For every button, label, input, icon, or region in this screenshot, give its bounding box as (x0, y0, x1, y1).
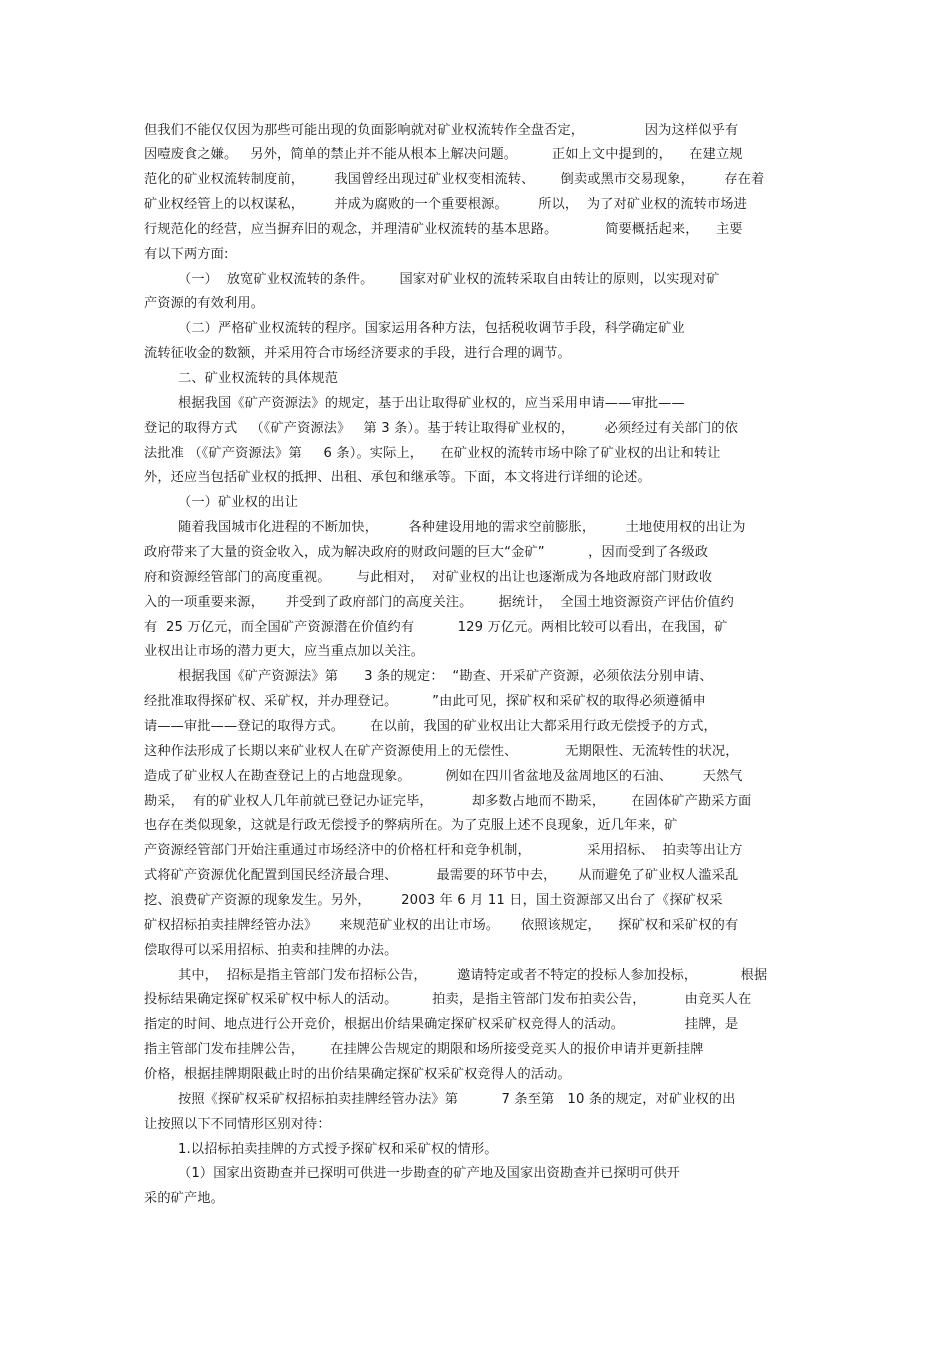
text-line: 有以下两方面: (144, 247, 229, 262)
text-line: 按照《探矿权采矿权招标拍卖挂牌经管办法》第 7 条至第 10 条的规定，对矿业权的出 (178, 1092, 736, 1107)
text-line: 请——审批——登记的取得方式。 在以前，我国的矿业权出让大都采用行政无偿授予的方式， (144, 719, 717, 734)
text-line: 根据我国《矿产资源法》的规定，基于出让取得矿业权的，应当采用申请——审批—— (178, 396, 685, 411)
text-line: 也存在类似现象，这就是行政无偿授予的弊病所在。为了克服上述不良现象，近几年来，矿 (144, 818, 678, 833)
text-line: 式将矿产资源优化配置到国民经济最合理、 最需要的环节中去， 从而避免了矿业权人滥采乱 (144, 868, 739, 883)
text-line: 投标结果确定探矿权采矿权中标人的活动。 拍卖，是指主管部门发布拍卖公告， 由竞买人在 (144, 992, 752, 1007)
text-line: 政府带来了大量的资金收入，成为解决政府的财政问题的巨大“金矿” ，因而受到了各级政 (144, 545, 709, 560)
text-line: 矿权招标拍卖挂牌经管办法》 来规范矿业权的出让市场。 依照该规定， 探矿权和采矿权的有 (144, 918, 739, 933)
text-line: 勘采， 有的矿业权人几年前就已登记办证完毕， 却多数占地而不勘采， 在固体矿产勘采方面 (144, 794, 752, 809)
text-line: 因噎废食之嫌。 另外，简单的禁止并不能从根本上解决问题。 正如上文中提到的， 在建立规 (144, 147, 743, 162)
text-line: 矿业权经管上的以权谋私， 并成为腐败的一个重要根源。 所以， 为了对矿业权的流转市场进 (144, 197, 747, 212)
text-line: 入的一项重要来源， 并受到了政府部门的高度关注。 据统计， 全国土地资源资产评估价值约 (144, 595, 734, 610)
text-line: 范化的矿业权流转制度前， 我国曾经出现过矿业权变相流转、 倒卖或黑市交易现象， 存在着 (144, 172, 765, 187)
text-line: （一） 放宽矿业权流转的条件。 国家对矿业权的流转采取自由转让的原则，以实现对矿 (178, 272, 720, 287)
text-line: 产资源的有效利用。 (144, 296, 265, 311)
text-line: 流转征收金的数额，并采用符合市场经济要求的手段，进行合理的调节。 (144, 346, 571, 361)
text-line: 经批准取得探矿权、采矿权，并办理登记。 ”由此可见，探矿权和采矿权的取得必须遵循申 (144, 694, 706, 709)
text-line: 业权出让市场的潜力更大，应当重点加以关注。 (144, 644, 425, 659)
text-line: 产资源经管部门开始注重通过市场经济中的价格杠杆和竞争机制， 采用招标、 拍卖等出让方 (144, 843, 743, 858)
text-line: 采的矿产地。 (144, 1191, 225, 1206)
text-line: 登记的取得方式 （《矿产资源法》 第 3 条）。基于转让取得矿业权的， 必须经过有关部门的依 (144, 421, 738, 436)
text-line: 价格，根据挂牌期限截止时的出价结果确定探矿权采矿权竞得人的活动。 (144, 1067, 571, 1082)
text-line: 让按照以下不同情形区别对待： (144, 1117, 331, 1132)
text-line: 指定的时间、地点进行公开竞价，根据出价结果确定探矿权采矿权竞得人的活动。 挂牌，是 (144, 1017, 739, 1032)
text-line: 法批准 （《矿产资源法》第 6 条）。实际上， 在矿业权的流转市场中除了矿业权的出让和转让 (144, 446, 721, 461)
text-line: 随着我国城市化进程的不断加快， 各种建设用地的需求空前膨胀， 土地使用权的出让为 (178, 520, 746, 535)
text-line: 指主管部门发布挂牌公告， 在挂牌公告规定的期限和场所接受竞买人的报价申请并更新挂牌 (144, 1042, 704, 1057)
list-item: （1）国家出资勘查并已探明可供进一步勘查的矿产地及国家出资勘查并已探明可供开 (178, 1166, 681, 1181)
section-heading: 二、矿业权流转的具体规范 (178, 371, 339, 386)
text-line: 挖、浪费矿产资源的现象发生。另外， 2003 年 6 月 11 日，国土资源部又出台了《探矿权采 (144, 893, 723, 908)
text-line: 偿取得可以采用招标、拍卖和挂牌的办法。 (144, 943, 398, 958)
text-line: 其中， 招标是指主管部门发布招标公告， 邀请特定或者不特定的投标人参加投标， 根据 (178, 968, 768, 983)
text-line: 但我们不能仅仅因为那些可能出现的负面影响就对矿业权流转作全盘否定， 因为这样似乎有 (144, 123, 739, 138)
text-line: 府和资源经管部门的高度重视。 与此相对， 对矿业权的出让也逐渐成为各地政府部门财政收 (144, 570, 713, 585)
text-line: 行规范化的经营，应当摒弃旧的观念，并理清矿业权流转的基本思路。 简要概括起来， 主要 (144, 222, 743, 237)
section-heading: （一）矿业权的出让 (178, 495, 299, 510)
text-line: 根据我国《矿产资源法》第 3 条的规定： “勘查、开采矿产资源，必须依法分别申请、 (178, 669, 713, 684)
text-line: （二）严格矿业权流转的程序。国家运用各种方法，包括税收调节手段，科学确定矿业 (178, 321, 685, 336)
text-line: 这种作法形成了长期以来矿业权人在矿产资源使用上的无偿性、 无期限性、无流转性的状况， (144, 744, 739, 759)
list-item: 1.以招标拍卖挂牌的方式授予探矿权和采矿权的情形。 (178, 1142, 498, 1157)
text-line: 有 25 万亿元，而全国矿产资源潜在价值约有 129 万亿元。两相比较可以看出，在我国，矿 (144, 620, 728, 635)
text-line: 外，还应当包括矿业权的抵押、出租、承包和继承等。下面，本文将进行详细的论述。 (144, 470, 651, 485)
text-line: 造成了矿业权人在勘查登记上的占地盘现象。 例如在四川省盆地及盆周地区的石油、 天然气 (144, 769, 743, 784)
